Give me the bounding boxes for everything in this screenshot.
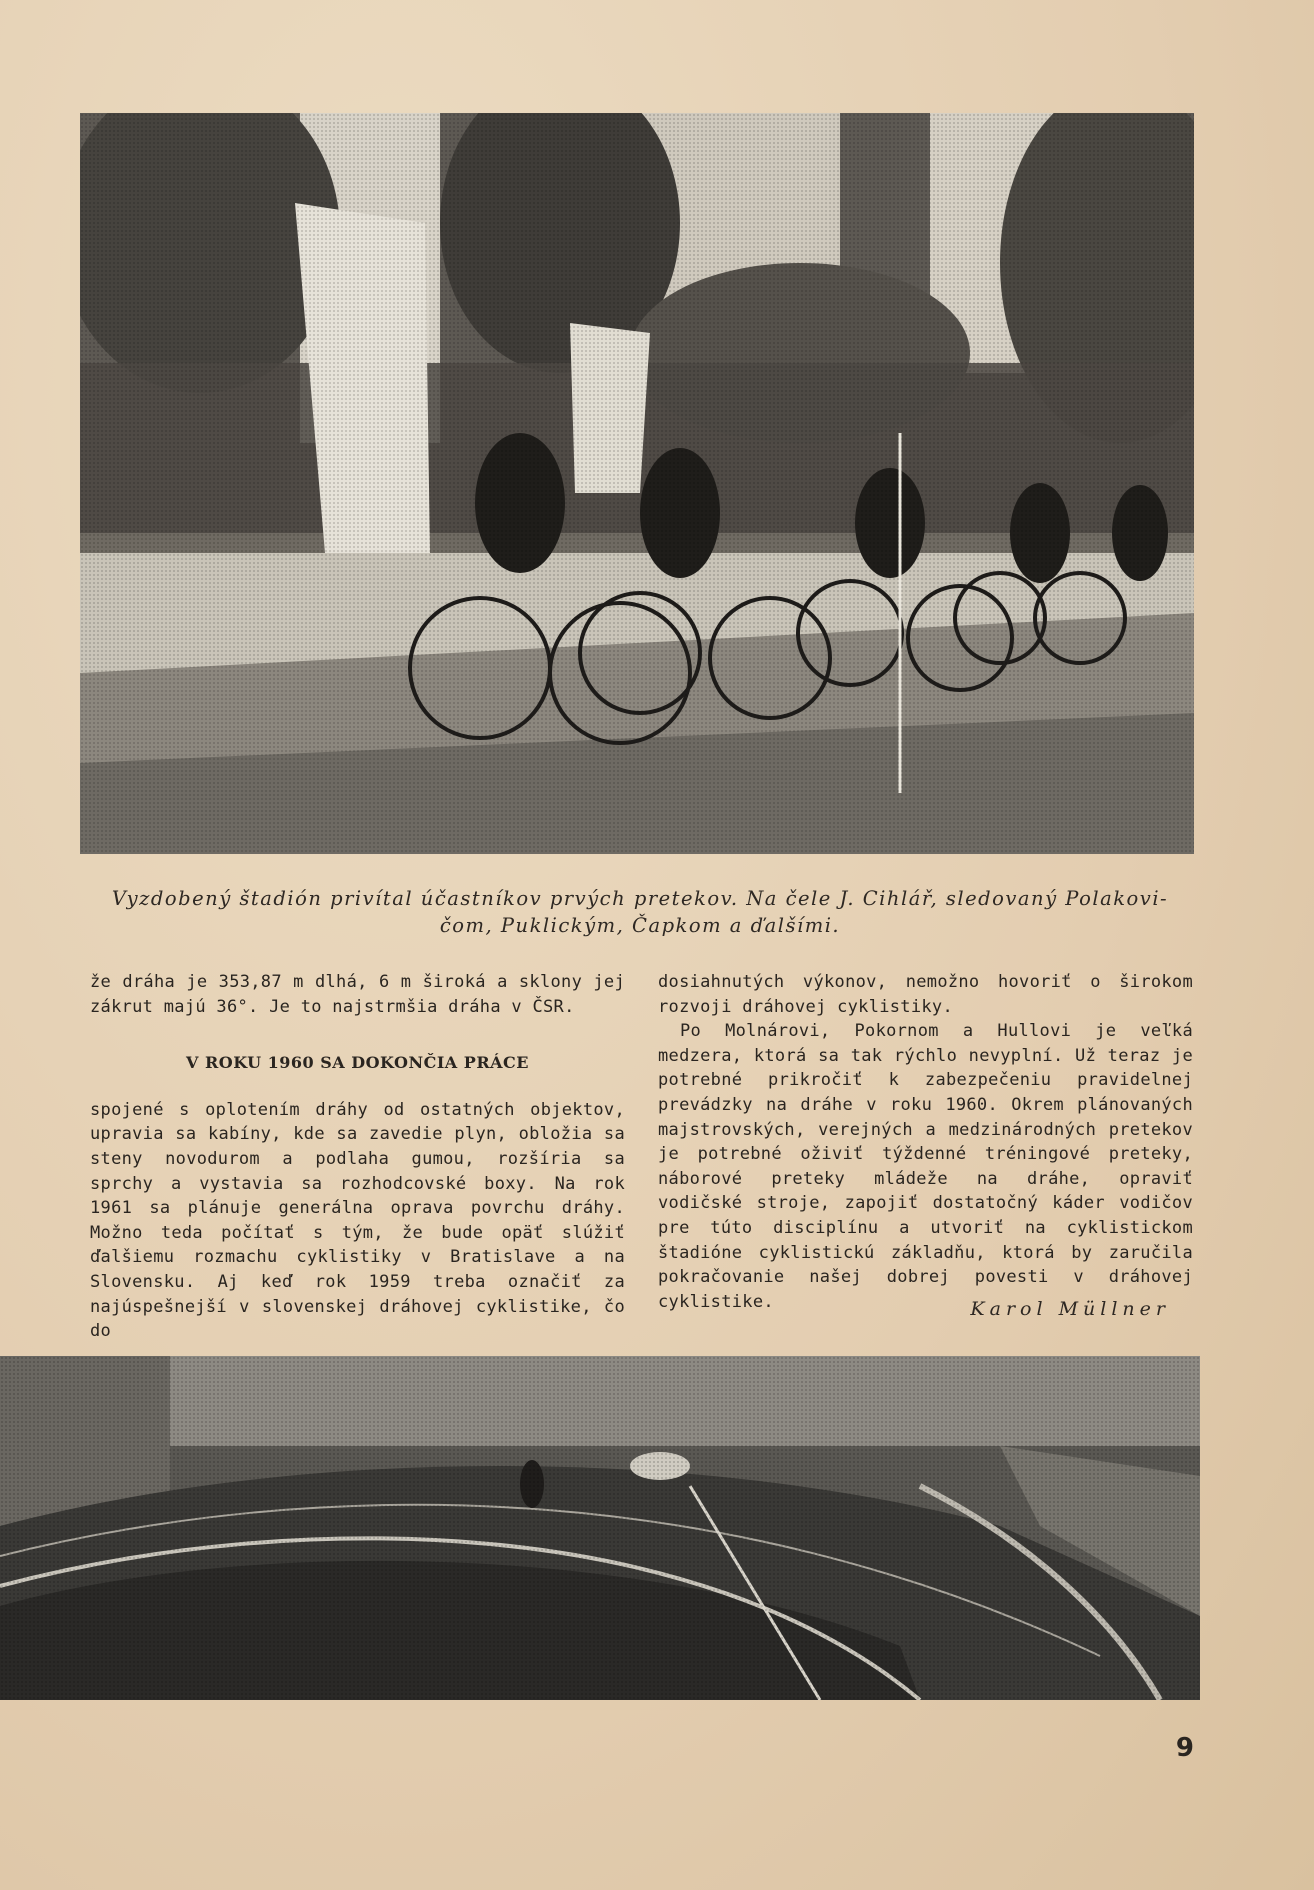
article-column-left	[90, 970, 625, 1344]
article-paragraph: že dráha je 353,87 m dlhá, 6 m široká a sklony jej zákrut majú 36°. Je to najstrmšia dráha v ČSR.	[90, 972, 625, 1017]
caption-line-1: Vyzdobený štadión privítal účastníkov prvých pretekov. Na čele J. Cihlář, sledovaný Polakovi-	[111, 887, 1169, 910]
article-column-right	[658, 970, 1193, 1314]
author-signature: Karol Müllner	[970, 1298, 1170, 1320]
article-paragraph: Po Molnárovi, Pokornom a Hullovi je veľká medzera, ktorá sa tak rýchlo nevyplní. Už teraz je potrebné prikročiť k zabezpečeniu pravidelnej prevádzky na dráhe v roku 1960. Okrem plánovaných majstrovských, verejných a medzinárodných pretekov je potrebné oživiť týždenné tréningové preteky, náborové preteky mládeže na dráhe, opraviť vodičské stroje, zapojiť dostatočný káder vodičov pre túto disciplínu a utvoriť na cyklistickom štadióne cyklistickú základňu, ktorá by zaručila pokračovanie našej dobrej povesti v dráhovej cyklistike.	[658, 1021, 1193, 1312]
caption-line-2: čom, Puklickým, Čapkom a ďalšími.	[439, 914, 841, 937]
article-paragraph: dosiahnutých výkonov, nemožno hovoriť o širokom rozvoji dráhovej cyklistiky.	[658, 972, 1193, 1017]
page-number: 9	[1175, 1733, 1194, 1763]
photo-velodrome-track	[0, 1356, 1200, 1700]
section-heading: V ROKU 1960 SA DOKONČIA PRÁCE	[186, 1053, 529, 1073]
photo-cyclists-start	[80, 113, 1194, 854]
photo-caption	[80, 885, 1200, 939]
article-paragraph: spojené s oplotením dráhy od ostatných objektov, upravia sa kabíny, kde sa zavedie plyn, obložia sa steny novodurom a podlaha gumou, rozšíria sa sprchy a vystavia sa rozhodcovské boxy. Na rok 1961 sa plánuje generálna oprava povrchu dráhy. Možno teda počítať s tým, že bude opäť slúžiť ďalšiemu rozmachu cyklistiky v Bratislave a na Slovensku. Aj keď rok 1959 treba označiť za najúspešnejší v slovenskej dráhovej cyklistike, čo do	[90, 1099, 625, 1342]
